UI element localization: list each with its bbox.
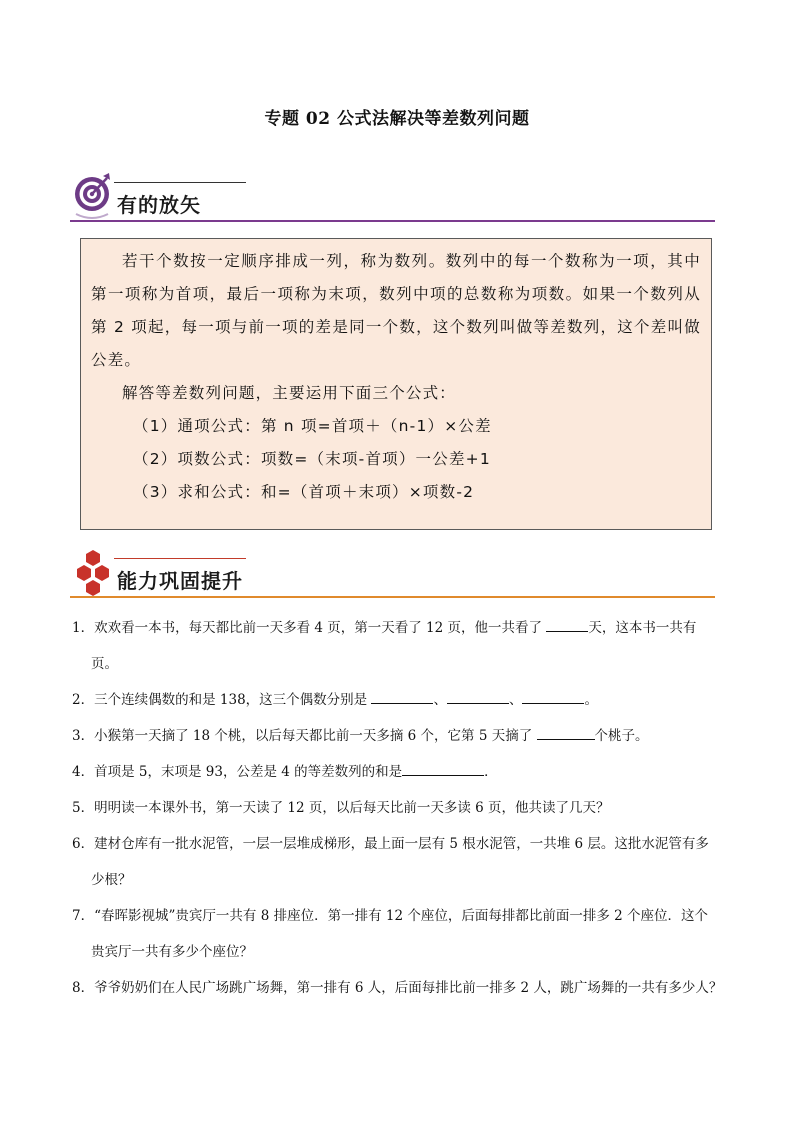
section-title: 有的放矢 bbox=[117, 193, 201, 217]
question-number: 7． bbox=[72, 908, 95, 924]
question-4 bbox=[72, 754, 724, 790]
answer-blank[interactable] bbox=[522, 689, 584, 704]
question-text: 贵宾厅一共有多少个座位？ bbox=[91, 944, 253, 960]
text-line: 一个数列从第 2 项起，每一项与前一项的差是同一个数，这个数列叫做等差 bbox=[91, 285, 701, 336]
question-number: 5． bbox=[72, 800, 95, 816]
header-rule-top bbox=[114, 182, 246, 183]
formula-sum: （3）求和公式：和=（首项＋末项）×项数-2 bbox=[133, 483, 475, 501]
question-text: 、 bbox=[433, 692, 447, 708]
question-number: 8． bbox=[72, 980, 95, 996]
question-2 bbox=[72, 682, 724, 718]
question-text: 三个连续偶数的和是 138，这三个偶数分别是 bbox=[94, 692, 372, 708]
section-header-objectives bbox=[70, 170, 715, 222]
text-line: 其中第一项称为首项，最后一项称为末项，数列中项的总数称为项数。如果 bbox=[91, 252, 702, 303]
knowledge-box bbox=[80, 238, 712, 530]
question-text: 欢欢看一本书，每天都比前一天多看 4 页，第一天看了 12 页，他一共看了 bbox=[94, 620, 547, 636]
question-number: 1． bbox=[72, 620, 95, 636]
header-rule-bottom bbox=[70, 596, 715, 598]
question-number: 2． bbox=[72, 692, 95, 708]
formula-term-count: （2）项数公式：项数=（末项-首项）一公差+1 bbox=[133, 450, 491, 468]
page-title: 专题 02 公式法解决等差数列问题 bbox=[264, 109, 530, 129]
answer-blank[interactable] bbox=[402, 761, 484, 776]
question-number: 4． bbox=[72, 764, 95, 780]
hexagon-icon bbox=[70, 546, 116, 598]
question-6-continued bbox=[72, 862, 724, 898]
question-1-continued bbox=[72, 646, 724, 682]
method-intro: 解答等差数列问题，主要运用下面三个公式： bbox=[122, 384, 457, 402]
question-text: 页。 bbox=[91, 656, 118, 672]
formula-general-term: （1）通项公式：第 n 项=首项＋（n-1）×公差 bbox=[133, 417, 492, 435]
question-number: 3． bbox=[72, 728, 95, 744]
question-text: 个桃子。 bbox=[594, 728, 649, 744]
question-1 bbox=[72, 610, 724, 646]
question-text: ． bbox=[484, 764, 498, 780]
question-text: 爷爷奶奶们在人民广场跳广场舞，第一排有 6 人，后面每排比前一排多 2 人，跳广场舞的一共有多少人？ bbox=[94, 980, 723, 996]
section-header-practice bbox=[70, 546, 715, 598]
text-line: 数列，这个差叫做公差。 bbox=[91, 318, 701, 369]
question-7 bbox=[72, 898, 724, 934]
section-title: 能力巩固提升 bbox=[117, 569, 243, 593]
header-rule-bottom bbox=[70, 220, 715, 222]
question-3 bbox=[72, 718, 724, 754]
question-6 bbox=[72, 826, 724, 862]
question-text: 、 bbox=[508, 692, 523, 708]
question-list bbox=[72, 610, 724, 1006]
question-text: 首项是 5，末项是 93，公差是 4 的等差数列的和是 bbox=[94, 764, 403, 780]
question-text: 天，这本书一共有 bbox=[588, 620, 697, 636]
answer-blank[interactable] bbox=[546, 617, 588, 632]
question-5 bbox=[72, 790, 724, 826]
question-text: 。 bbox=[584, 692, 598, 708]
question-7-continued bbox=[72, 934, 724, 970]
target-icon bbox=[70, 170, 114, 220]
question-text: 明明读一本课外书，第一天读了 12 页，以后每天比前一天多读 6 页，他共读了几天？ bbox=[94, 800, 610, 816]
answer-blank[interactable] bbox=[537, 725, 595, 740]
text-line: 若干个数按一定顺序排成一列，称为数列。数列中的每一个数称为一项， bbox=[122, 252, 668, 270]
answer-blank[interactable] bbox=[447, 689, 509, 704]
definition-paragraph bbox=[91, 245, 701, 377]
question-text: 小猴第一天摘了 18 个桃，以后每天都比前一天多摘 6 个，它第 5 天摘了 bbox=[94, 728, 537, 744]
question-text: 建材仓库有一批水泥管，一层一层堆成梯形，最上面一层有 5 根水泥管，一共堆 6 层。这批水泥管有多 bbox=[94, 836, 709, 852]
answer-blank[interactable] bbox=[371, 689, 433, 704]
header-rule-top bbox=[114, 558, 246, 559]
question-text: “春晖影视城”贵宾厅一共有 8 排座位．第一排有 12 个座位，后面每排都比前面一排多 2 个座位．这个 bbox=[94, 908, 708, 924]
question-8 bbox=[72, 970, 724, 1006]
question-number: 6． bbox=[72, 836, 95, 852]
question-text: 少根？ bbox=[91, 872, 132, 888]
